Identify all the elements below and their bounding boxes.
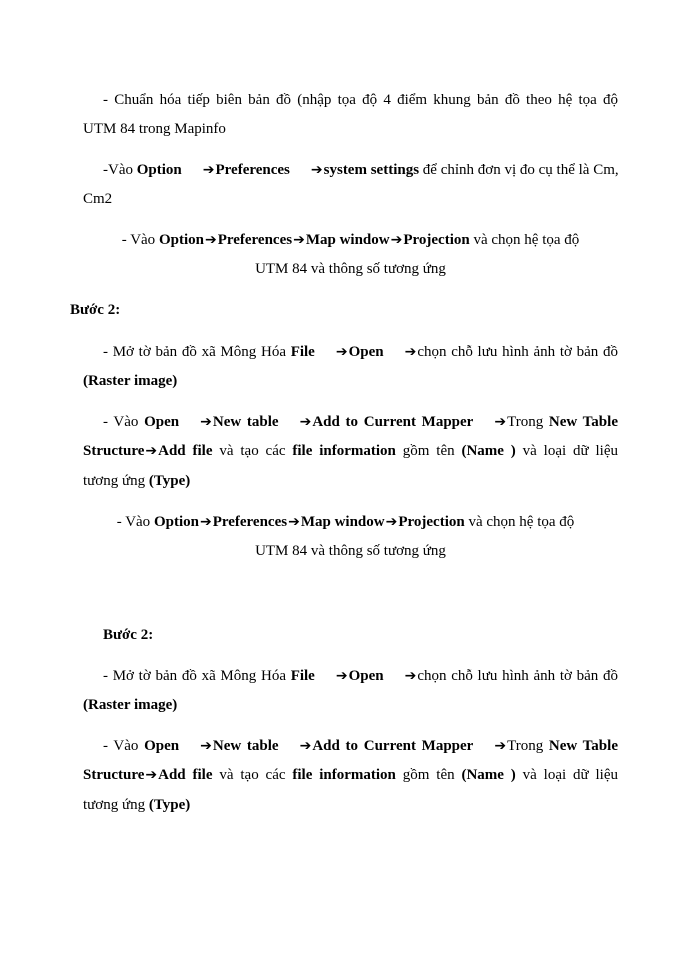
paragraph-8-line-1: [83, 736, 618, 756]
menu-term: New table: [212, 738, 279, 754]
menu-term: Preferences: [217, 232, 293, 248]
menu-term: Option: [136, 162, 182, 178]
menu-term: New Table: [548, 414, 618, 430]
menu-term: system settings: [323, 162, 420, 178]
text: và loại dữ liệu: [515, 767, 619, 783]
paragraph-5-line-1: [83, 412, 618, 432]
paragraph-8-line-3: [83, 795, 618, 815]
term: (Raster image): [83, 697, 178, 713]
paragraph-4-line-1: [83, 342, 618, 362]
text: chọn chỗ lưu hình ảnh tờ bản đồ: [417, 668, 618, 684]
menu-term: Add to Current Mapper: [312, 414, 474, 430]
paragraph-3-line-1: [83, 230, 618, 250]
paragraph-5-line-3: [83, 471, 618, 491]
text: tương ứng: [83, 797, 149, 813]
menu-term: New Table: [548, 738, 618, 754]
text: -Vào: [103, 162, 137, 178]
term: (Name ): [461, 767, 516, 783]
text: - Vào: [103, 738, 145, 754]
text: và chọn hệ tọa độ: [469, 232, 580, 248]
step-heading: [103, 625, 638, 645]
menu-term: Projection: [403, 232, 470, 248]
term: (Type): [148, 797, 191, 813]
menu-term: Open: [144, 414, 180, 430]
arrow-right-icon: ➔: [202, 162, 215, 178]
arrow-right-icon: ➔: [494, 414, 507, 430]
term: (Name ): [461, 443, 516, 459]
paragraph-2-line-2: [83, 189, 618, 209]
text: - Vào: [103, 414, 145, 430]
arrow-right-icon: ➔: [145, 443, 158, 459]
menu-term: Preferences: [212, 514, 288, 530]
arrow-right-icon: ➔: [199, 514, 212, 530]
arrow-right-icon: ➔: [200, 738, 212, 754]
arrow-right-icon: ➔: [404, 344, 417, 360]
text: - Chuẩn hóa tiếp biên bản đồ (nhập tọa độ 4 điểm khung bản đồ theo hệ tọa độ: [103, 92, 618, 108]
paragraph-1-line-2: [83, 119, 618, 139]
text: UTM 84 trong Mapinfo: [83, 121, 226, 137]
menu-term: Projection: [398, 514, 465, 530]
paragraph-6-line-2: [83, 541, 618, 561]
menu-term: Open: [348, 668, 384, 684]
menu-term: Structure: [83, 767, 145, 783]
term: (Raster image): [83, 373, 178, 389]
text: gồm tên: [395, 767, 462, 783]
arrow-right-icon: ➔: [299, 738, 312, 754]
paragraph-2-line-1: [83, 160, 618, 180]
text: UTM 84 và thông số tương ứng: [255, 543, 446, 559]
menu-term: Add file: [158, 767, 213, 783]
text: và tạo các: [212, 767, 293, 783]
menu-term: File: [290, 344, 315, 360]
text: - Vào: [116, 514, 154, 530]
menu-term: Option: [158, 232, 204, 248]
paragraph-8-line-2: [83, 765, 618, 785]
step-heading: [70, 300, 605, 320]
arrow-right-icon: ➔: [204, 232, 217, 248]
text: - Mở tờ bản đồ xã Mông Hóa: [103, 344, 291, 360]
arrow-right-icon: ➔: [335, 668, 348, 684]
term: file information: [292, 767, 396, 783]
menu-term: Map window: [305, 232, 390, 248]
arrow-right-icon: ➔: [335, 344, 348, 360]
arrow-right-icon: ➔: [404, 668, 417, 684]
text: gồm tên: [395, 443, 462, 459]
text: tương ứng: [83, 473, 149, 489]
text: Trong: [507, 738, 549, 754]
arrow-right-icon: ➔: [494, 738, 507, 754]
term: (Type): [148, 473, 191, 489]
arrow-right-icon: ➔: [385, 514, 398, 530]
paragraph-3-line-2: [83, 259, 618, 279]
heading-text: Bước 2:: [70, 302, 121, 318]
text: - Vào: [121, 232, 159, 248]
menu-term: Add file: [158, 443, 213, 459]
menu-term: Structure: [83, 443, 145, 459]
text: UTM 84 và thông số tương ứng: [255, 261, 446, 277]
text: Cm2: [83, 191, 113, 207]
heading-text: Bước 2:: [103, 627, 154, 643]
arrow-right-icon: ➔: [390, 232, 403, 248]
text: và loại dữ liệu: [515, 443, 619, 459]
text: và tạo các: [212, 443, 293, 459]
arrow-right-icon: ➔: [200, 414, 212, 430]
paragraph-4-line-2: [83, 371, 618, 391]
text: để chỉnh đơn vị đo cụ thể là Cm,: [419, 162, 619, 178]
paragraph-1-line-1: [83, 90, 618, 110]
paragraph-6-line-1: [78, 512, 613, 532]
text: và chọn hệ tọa độ: [464, 514, 575, 530]
arrow-right-icon: ➔: [310, 162, 323, 178]
menu-term: Open: [144, 738, 180, 754]
text: - Mở tờ bản đồ xã Mông Hóa: [103, 668, 291, 684]
term: file information: [292, 443, 396, 459]
menu-term: File: [290, 668, 315, 684]
text: chọn chỗ lưu hình ảnh tờ bản đồ: [417, 344, 618, 360]
arrow-right-icon: ➔: [293, 232, 305, 248]
menu-term: Map window: [300, 514, 385, 530]
menu-term: Option: [153, 514, 199, 530]
arrow-right-icon: ➔: [145, 767, 158, 783]
text: Trong: [507, 414, 549, 430]
menu-term: Open: [348, 344, 384, 360]
paragraph-7-line-2: [83, 695, 618, 715]
menu-term: New table: [212, 414, 279, 430]
paragraph-7-line-1: [83, 666, 618, 686]
menu-term: Preferences: [215, 162, 290, 178]
menu-term: Add to Current Mapper: [312, 738, 474, 754]
arrow-right-icon: ➔: [288, 514, 300, 530]
arrow-right-icon: ➔: [299, 414, 312, 430]
paragraph-5-line-2: [83, 441, 618, 461]
